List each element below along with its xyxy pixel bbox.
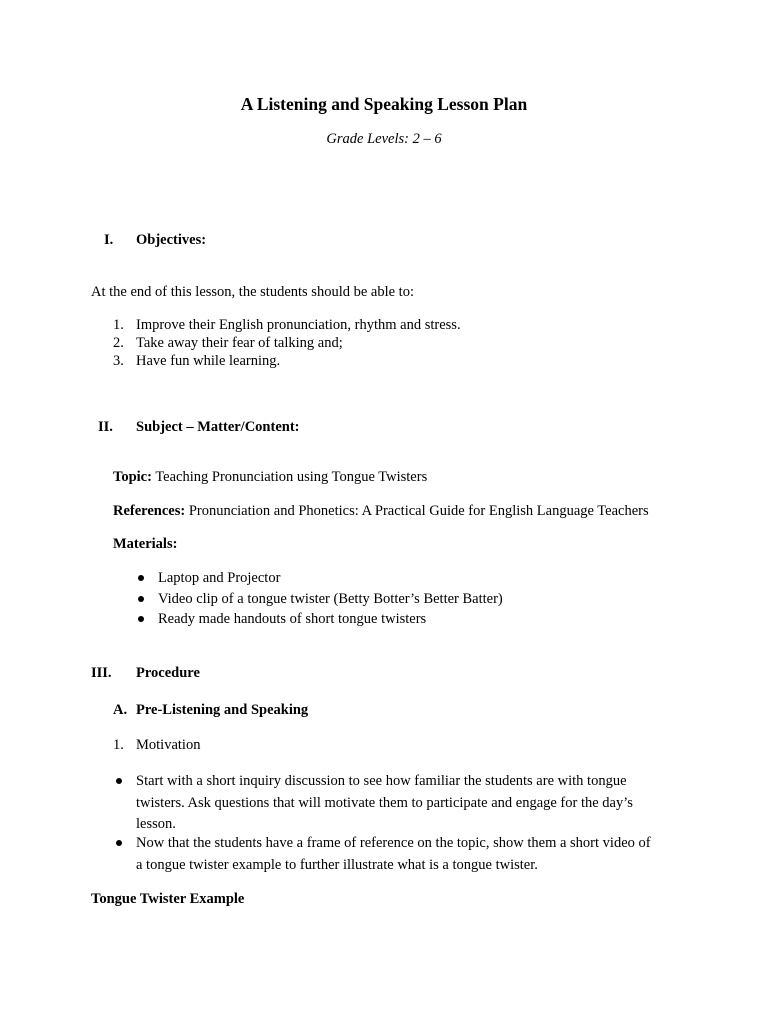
- bullet-line: twisters. Ask questions that will motivate them to participate and engage for the day’s: [136, 795, 633, 811]
- list-item: Have fun while learning.: [136, 353, 281, 369]
- topic-line: [113, 468, 427, 486]
- list-item-number: 3.: [113, 353, 124, 369]
- bullet-line: lesson.: [136, 816, 176, 832]
- bullet-icon: [138, 616, 144, 622]
- page-subtitle: Grade Levels: 2 – 6: [326, 131, 442, 147]
- list-item: Take away their fear of talking and;: [136, 335, 343, 351]
- step-label: Motivation: [136, 737, 201, 753]
- references-value: Pronunciation and Phonetics: A Practical Guide for English Language Teachers: [188, 503, 649, 519]
- section-2-numeral: II.: [98, 419, 113, 435]
- bullet-icon: [116, 840, 122, 846]
- list-item-number: 1.: [113, 317, 124, 333]
- list-item: Video clip of a tongue twister (Betty Botter’s Better Batter): [158, 591, 503, 607]
- topic-value: Teaching Pronunciation using Tongue Twisters: [155, 469, 428, 485]
- example-heading: Tongue Twister Example: [91, 891, 245, 907]
- bullet-line: a tongue twister example to further illustrate what is a tongue twister.: [136, 857, 538, 873]
- section-2-heading: Subject – Matter/Content:: [136, 419, 300, 435]
- bullet-icon: [138, 596, 144, 602]
- list-item-number: 2.: [113, 335, 124, 351]
- objectives-intro: At the end of this lesson, the students should be able to:: [91, 284, 414, 300]
- list-item: Improve their English pronunciation, rhythm and stress.: [136, 317, 461, 333]
- topic-label: Topic:: [113, 469, 152, 485]
- section-1-numeral: I.: [104, 232, 114, 248]
- bullet-icon: [138, 575, 144, 581]
- list-item: Laptop and Projector: [158, 570, 281, 586]
- section-3-heading: Procedure: [136, 665, 200, 681]
- bullet-icon: [116, 778, 122, 784]
- bullet-line: Now that the students have a frame of reference on the topic, show them a short video of: [136, 835, 651, 851]
- materials-label: Materials:: [113, 536, 178, 552]
- page-title: A Listening and Speaking Lesson Plan: [240, 94, 528, 114]
- references-label: References:: [113, 503, 186, 519]
- section-3-numeral: III.: [91, 665, 112, 681]
- bullet-line: Start with a short inquiry discussion to see how familiar the students are with tongue: [136, 773, 627, 789]
- step-number: 1.: [113, 737, 124, 753]
- subsection-a-letter: A.: [113, 702, 128, 718]
- references-line: [113, 502, 649, 520]
- subsection-a-heading: Pre-Listening and Speaking: [136, 702, 309, 718]
- section-1-heading: Objectives:: [136, 232, 207, 248]
- list-item: Ready made handouts of short tongue twisters: [158, 611, 427, 627]
